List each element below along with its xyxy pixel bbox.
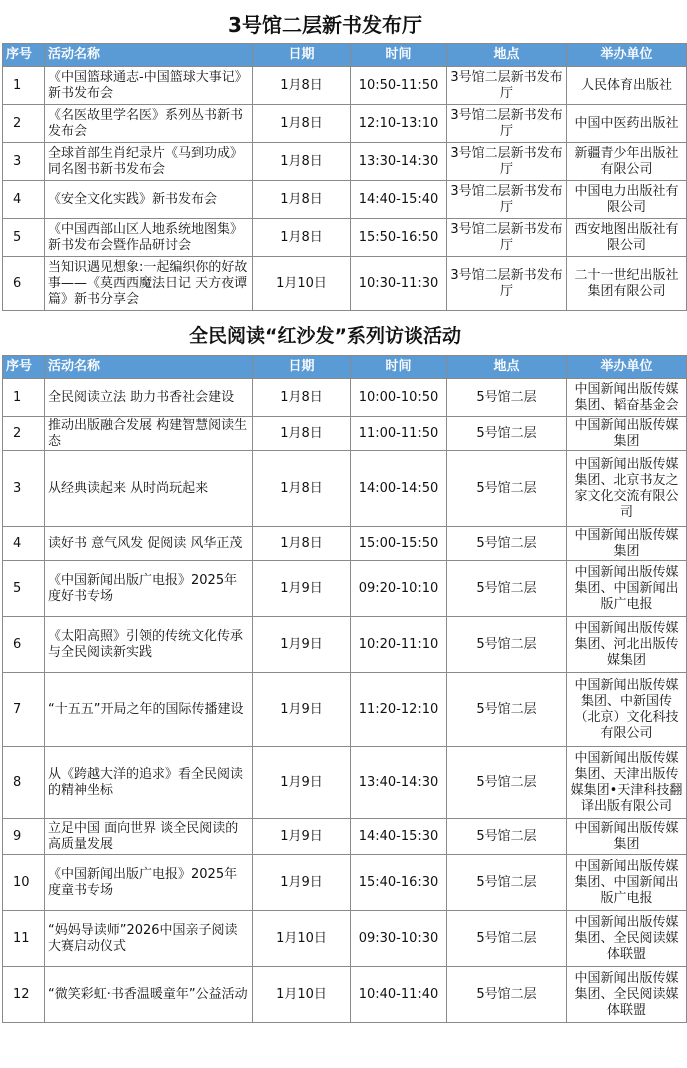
cell-no: 6 bbox=[3, 257, 45, 311]
cell-organizer: 中国新闻出版传媒集团、中国新闻出版广电报 bbox=[567, 855, 687, 911]
cell-location: 5号馆二层 bbox=[447, 617, 567, 673]
cell-location: 3号馆二层新书发布厅 bbox=[447, 143, 567, 181]
cell-no: 2 bbox=[3, 417, 45, 451]
cell-time: 15:40-16:30 bbox=[351, 855, 447, 911]
cell-organizer: 中国新闻出版传媒集团 bbox=[567, 527, 687, 561]
cell-date: 1月9日 bbox=[253, 747, 351, 819]
table-row bbox=[3, 527, 687, 561]
cell-location: 3号馆二层新书发布厅 bbox=[447, 105, 567, 143]
cell-activity-name: “妈妈导读师”2026中国亲子阅读大赛启动仪式 bbox=[45, 911, 253, 967]
table-row bbox=[3, 257, 687, 311]
cell-activity-name: 读好书 意气风发 促阅读 风华正茂 bbox=[45, 527, 253, 561]
cell-organizer: 中国新闻出版传媒集团、天津出版传媒集团•天津科技翻译出版有限公司 bbox=[567, 747, 687, 819]
section-title-new-book-hall: 3号馆二层新书发布厅 bbox=[228, 13, 422, 37]
table-row bbox=[3, 181, 687, 219]
cell-organizer: 中国新闻出版传媒集团、全民阅读媒体联盟 bbox=[567, 967, 687, 1023]
cell-time: 15:50-16:50 bbox=[351, 219, 447, 257]
cell-date: 1月9日 bbox=[253, 819, 351, 855]
cell-activity-name: 立足中国 面向世界 谈全民阅读的高质量发展 bbox=[45, 819, 253, 855]
table-row bbox=[3, 967, 687, 1023]
cell-location: 3号馆二层新书发布厅 bbox=[447, 181, 567, 219]
cell-no: 9 bbox=[3, 819, 45, 855]
cell-activity-name: 《中国篮球通志-中国篮球大事记》新书发布会 bbox=[45, 67, 253, 105]
cell-activity-name: 从《跨越大洋的追求》看全民阅读的精神坐标 bbox=[45, 747, 253, 819]
cell-location: 5号馆二层 bbox=[447, 911, 567, 967]
cell-no: 12 bbox=[3, 967, 45, 1023]
cell-no: 3 bbox=[3, 451, 45, 527]
cell-activity-name: 《中国新闻出版广电报》2025年度童书专场 bbox=[45, 855, 253, 911]
cell-time: 11:00-11:50 bbox=[351, 417, 447, 451]
cell-time: 09:20-10:10 bbox=[351, 561, 447, 617]
cell-activity-name: 《中国新闻出版广电报》2025年度好书专场 bbox=[45, 561, 253, 617]
cell-date: 1月10日 bbox=[253, 967, 351, 1023]
cell-location: 3号馆二层新书发布厅 bbox=[447, 67, 567, 105]
header-time: 时间 bbox=[351, 356, 447, 379]
header-time: 时间 bbox=[351, 44, 447, 67]
header-organizer: 举办单位 bbox=[567, 356, 687, 379]
table-row bbox=[3, 819, 687, 855]
cell-location: 5号馆二层 bbox=[447, 417, 567, 451]
header-location: 地点 bbox=[447, 356, 567, 379]
cell-location: 5号馆二层 bbox=[447, 855, 567, 911]
table-row bbox=[3, 561, 687, 617]
cell-organizer: 中国电力出版社有限公司 bbox=[567, 181, 687, 219]
cell-activity-name: “微笑彩虹·书香温暖童年”公益活动 bbox=[45, 967, 253, 1023]
cell-date: 1月9日 bbox=[253, 617, 351, 673]
cell-date: 1月10日 bbox=[253, 257, 351, 311]
table-row bbox=[3, 911, 687, 967]
table-row bbox=[3, 855, 687, 911]
cell-date: 1月8日 bbox=[253, 105, 351, 143]
table-row bbox=[3, 747, 687, 819]
cell-no: 2 bbox=[3, 105, 45, 143]
cell-location: 5号馆二层 bbox=[447, 527, 567, 561]
cell-activity-name: 《名医故里学名医》系列丛书新书发布会 bbox=[45, 105, 253, 143]
cell-date: 1月8日 bbox=[253, 527, 351, 561]
cell-no: 1 bbox=[3, 67, 45, 105]
cell-date: 1月8日 bbox=[253, 219, 351, 257]
cell-time: 15:00-15:50 bbox=[351, 527, 447, 561]
cell-activity-name: 《太阳高照》引领的传统文化传承与全民阅读新实践 bbox=[45, 617, 253, 673]
table-row bbox=[3, 417, 687, 451]
table-row bbox=[3, 143, 687, 181]
cell-activity-name: 从经典读起来 从时尚玩起来 bbox=[45, 451, 253, 527]
cell-date: 1月8日 bbox=[253, 67, 351, 105]
cell-organizer: 中国新闻出版传媒集团、中新国传（北京）文化科技有限公司 bbox=[567, 673, 687, 747]
cell-no: 5 bbox=[3, 219, 45, 257]
cell-no: 5 bbox=[3, 561, 45, 617]
cell-location: 5号馆二层 bbox=[447, 451, 567, 527]
table-header-row bbox=[3, 44, 687, 67]
header-organizer: 举办单位 bbox=[567, 44, 687, 67]
cell-organizer: 中国新闻出版传媒集团、中国新闻出版广电报 bbox=[567, 561, 687, 617]
cell-location: 3号馆二层新书发布厅 bbox=[447, 219, 567, 257]
table-row bbox=[3, 105, 687, 143]
cell-organizer: 西安地图出版社有限公司 bbox=[567, 219, 687, 257]
cell-time: 13:40-14:30 bbox=[351, 747, 447, 819]
table-row bbox=[3, 617, 687, 673]
cell-date: 1月9日 bbox=[253, 855, 351, 911]
cell-no: 4 bbox=[3, 181, 45, 219]
cell-time: 10:40-11:40 bbox=[351, 967, 447, 1023]
section-title-red-sofa: 全民阅读“红沙发”系列访谈活动 bbox=[189, 325, 461, 347]
cell-organizer: 人民体育出版社 bbox=[567, 67, 687, 105]
cell-organizer: 中国新闻出版传媒集团、全民阅读媒体联盟 bbox=[567, 911, 687, 967]
cell-activity-name: 推动出版融合发展 构建智慧阅读生态 bbox=[45, 417, 253, 451]
cell-activity-name: 当知识遇见想象:一起编织你的好故事——《莫西西魔法日记 天方夜谭篇》新书分享会 bbox=[45, 257, 253, 311]
cell-date: 1月8日 bbox=[253, 181, 351, 219]
cell-activity-name: 《安全文化实践》新书发布会 bbox=[45, 181, 253, 219]
cell-date: 1月10日 bbox=[253, 911, 351, 967]
cell-organizer: 中国新闻出版传媒集团、韬奋基金会 bbox=[567, 379, 687, 417]
table-row bbox=[3, 451, 687, 527]
cell-activity-name: 全球首部生肖纪录片《马到功成》同名图书新书发布会 bbox=[45, 143, 253, 181]
cell-organizer: 中国新闻出版传媒集团、河北出版传媒集团 bbox=[567, 617, 687, 673]
cell-time: 10:50-11:50 bbox=[351, 67, 447, 105]
cell-location: 5号馆二层 bbox=[447, 747, 567, 819]
cell-date: 1月8日 bbox=[253, 451, 351, 527]
cell-time: 10:30-11:30 bbox=[351, 257, 447, 311]
cell-time: 14:00-14:50 bbox=[351, 451, 447, 527]
cell-organizer: 中国新闻出版传媒集团 bbox=[567, 417, 687, 451]
table-row bbox=[3, 379, 687, 417]
header-no: 序号 bbox=[3, 356, 45, 379]
cell-location: 5号馆二层 bbox=[447, 673, 567, 747]
header-date: 日期 bbox=[253, 44, 351, 67]
cell-no: 3 bbox=[3, 143, 45, 181]
cell-time: 13:30-14:30 bbox=[351, 143, 447, 181]
cell-time: 14:40-15:40 bbox=[351, 181, 447, 219]
cell-time: 09:30-10:30 bbox=[351, 911, 447, 967]
cell-no: 10 bbox=[3, 855, 45, 911]
cell-organizer: 新疆青少年出版社有限公司 bbox=[567, 143, 687, 181]
cell-no: 6 bbox=[3, 617, 45, 673]
cell-no: 11 bbox=[3, 911, 45, 967]
cell-no: 4 bbox=[3, 527, 45, 561]
header-location: 地点 bbox=[447, 44, 567, 67]
header-date: 日期 bbox=[253, 356, 351, 379]
cell-location: 3号馆二层新书发布厅 bbox=[447, 257, 567, 311]
cell-time: 11:20-12:10 bbox=[351, 673, 447, 747]
cell-date: 1月8日 bbox=[253, 417, 351, 451]
table-header-row bbox=[3, 356, 687, 379]
cell-organizer: 中国新闻出版传媒集团 bbox=[567, 819, 687, 855]
cell-time: 10:00-10:50 bbox=[351, 379, 447, 417]
cell-activity-name: “十五五”开局之年的国际传播建设 bbox=[45, 673, 253, 747]
cell-date: 1月9日 bbox=[253, 673, 351, 747]
table-row bbox=[3, 673, 687, 747]
cell-time: 12:10-13:10 bbox=[351, 105, 447, 143]
header-name: 活动名称 bbox=[45, 356, 253, 379]
cell-date: 1月8日 bbox=[253, 143, 351, 181]
table-row bbox=[3, 219, 687, 257]
cell-location: 5号馆二层 bbox=[447, 819, 567, 855]
header-no: 序号 bbox=[3, 44, 45, 67]
red-sofa-interview-table bbox=[2, 355, 687, 1023]
cell-no: 8 bbox=[3, 747, 45, 819]
cell-organizer: 中国新闻出版传媒集团、北京书友之家文化交流有限公司 bbox=[567, 451, 687, 527]
cell-no: 7 bbox=[3, 673, 45, 747]
cell-location: 5号馆二层 bbox=[447, 967, 567, 1023]
cell-date: 1月8日 bbox=[253, 379, 351, 417]
cell-organizer: 二十一世纪出版社集团有限公司 bbox=[567, 257, 687, 311]
header-name: 活动名称 bbox=[45, 44, 253, 67]
cell-date: 1月9日 bbox=[253, 561, 351, 617]
new-book-launch-table bbox=[2, 43, 687, 311]
cell-activity-name: 全民阅读立法 助力书香社会建设 bbox=[45, 379, 253, 417]
cell-location: 5号馆二层 bbox=[447, 561, 567, 617]
cell-activity-name: 《中国西部山区人地系统地图集》新书发布会暨作品研讨会 bbox=[45, 219, 253, 257]
cell-time: 14:40-15:30 bbox=[351, 819, 447, 855]
cell-location: 5号馆二层 bbox=[447, 379, 567, 417]
cell-time: 10:20-11:10 bbox=[351, 617, 447, 673]
table-row bbox=[3, 67, 687, 105]
cell-organizer: 中国中医药出版社 bbox=[567, 105, 687, 143]
cell-no: 1 bbox=[3, 379, 45, 417]
